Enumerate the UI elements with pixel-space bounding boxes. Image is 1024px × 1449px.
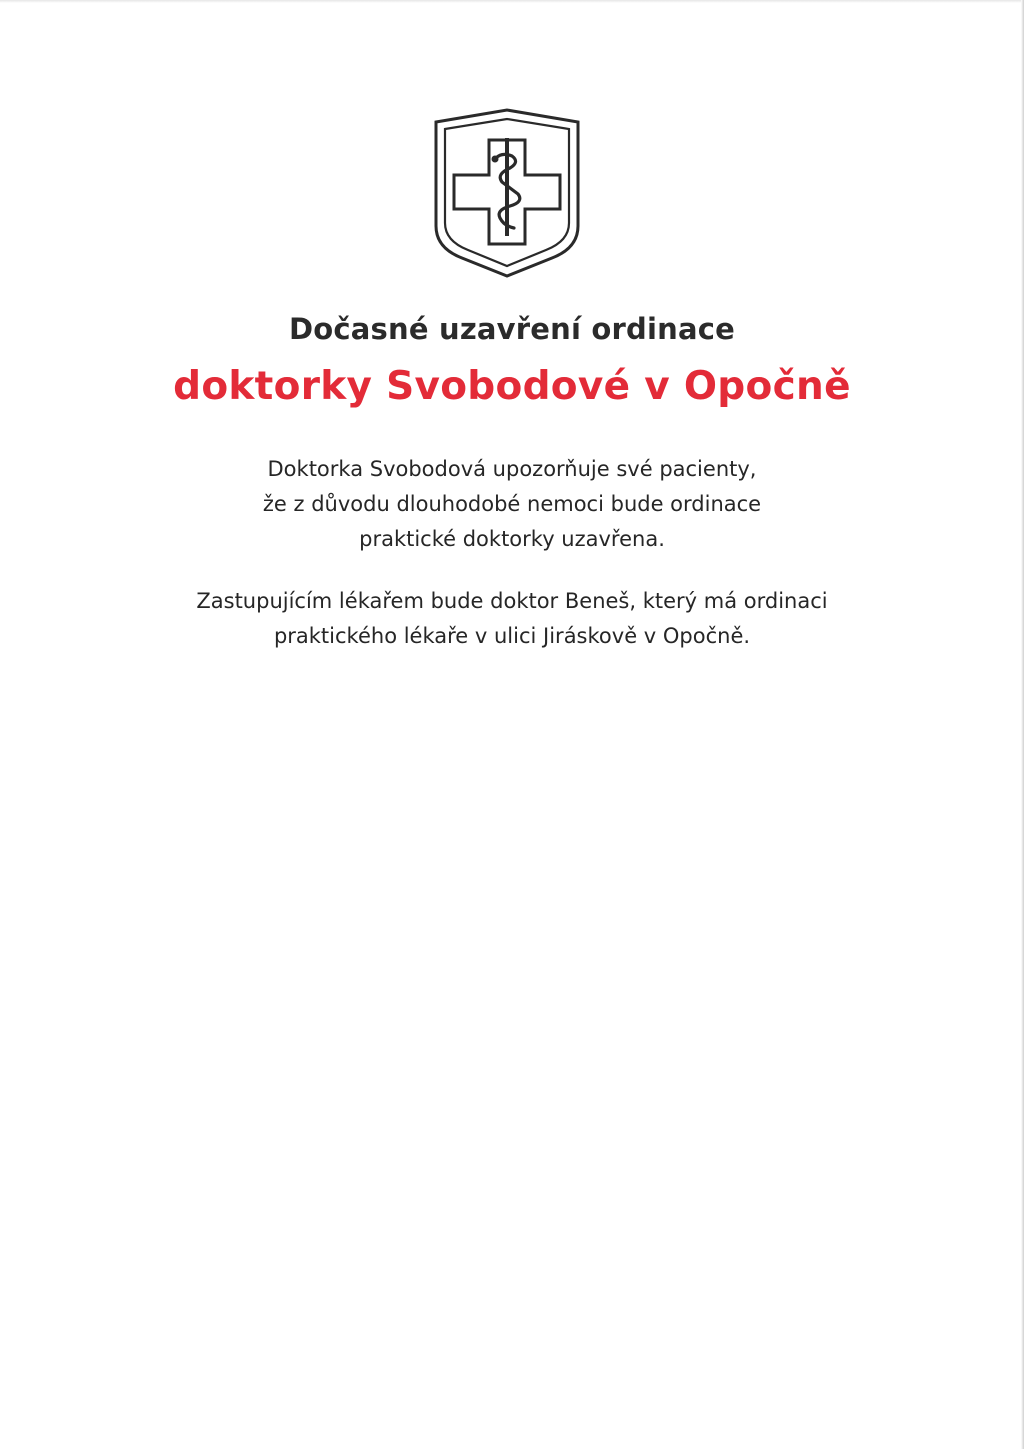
medical-shield-caduceus-icon	[432, 108, 582, 278]
notice-paragraph-2	[0, 584, 1024, 654]
paragraph-line: praktické doktorky uzavřena.	[359, 527, 665, 551]
page-title: Dočasné uzavření ordinace	[288, 312, 736, 346]
paragraph-line: Doktorka Svobodová upozorňuje své pacienty,	[267, 457, 757, 481]
paragraph-line: že z důvodu dlouhodobé nemoci bude ordinace	[262, 492, 762, 516]
paragraph-line: Zastupujícím lékařem bude doktor Beneš, který má ordinaci	[196, 589, 828, 613]
paragraph-line: praktického lékaře v ulici Jiráskově v Opočně.	[273, 624, 751, 648]
page-subtitle: doktorky Svobodové v Opočně	[173, 364, 851, 409]
notice-paragraph-1	[0, 452, 1024, 557]
scan-edge-top	[0, 0, 1024, 3]
